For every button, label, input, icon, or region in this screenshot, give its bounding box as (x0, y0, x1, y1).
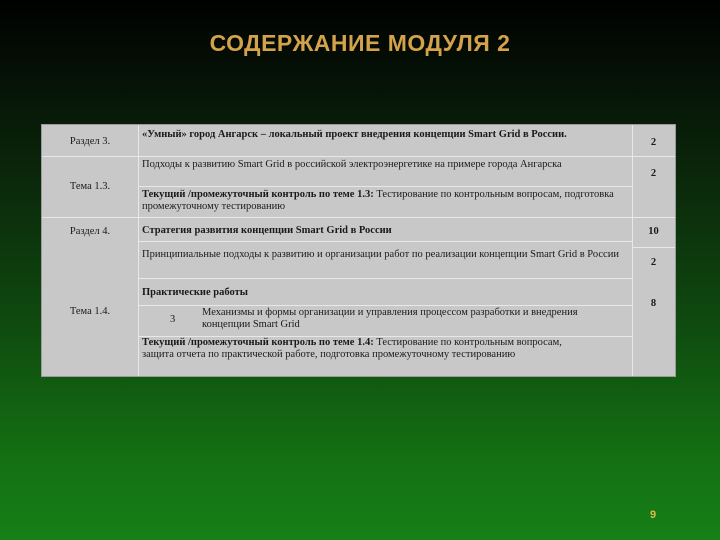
control-label: Текущий /промежуточный контроль по теме 1.4: (142, 337, 374, 348)
hours-value: 8 (650, 298, 657, 309)
section4-title: Стратегия развития концепции Smart Grid в России (142, 225, 392, 236)
hours-value: 2 (650, 137, 657, 148)
practical-work-number: 3 (170, 314, 176, 325)
topic14-control (142, 337, 582, 361)
section-label-razdel4: Раздел 4. (69, 226, 111, 237)
control-text: Тестирование по контрольным вопросам, подготовка промежуточному тестированию (142, 189, 614, 212)
section-label-razdel3: Раздел 3. (69, 136, 111, 147)
page-number: 9 (650, 509, 657, 521)
control-text: Тестирование по контрольным вопросам, защита отчета по практической работе, подготовка промежуточному тестированию (142, 337, 562, 360)
control-label: Текущий /промежуточный контроль по теме 1.3: (142, 189, 374, 200)
topic-label-tema13: Тема 1.3. (69, 181, 111, 192)
module-content-table (41, 124, 676, 377)
hours-column (632, 125, 675, 376)
topic13-description: Подходы к развитию Smart Grid в российской электроэнергетике на примере города Ангарска (142, 159, 562, 170)
section-column (42, 125, 139, 376)
content-column (138, 125, 633, 376)
practical-works-heading: Практические работы (142, 287, 248, 298)
practical-work-description: Механизмы и формы организации и управления процессом разработки и внедрения концепции Smart Grid (202, 307, 578, 330)
hours-value: 2 (650, 257, 657, 268)
hours-value: 2 (650, 168, 657, 179)
topic13-control (142, 189, 626, 213)
topic14-description: Принципиальные подходы к развитию и организации работ по реализации концепции Smart Grid в России (142, 249, 619, 260)
hours-value: 10 (648, 226, 659, 237)
slide-title: СОДЕРЖАНИЕ МОДУЛЯ 2 (209, 30, 511, 56)
section3-title: «Умный» город Ангарск – локальный проект внедрения концепции Smart Grid в России. (142, 129, 567, 140)
topic-label-tema14: Тема 1.4. (69, 306, 111, 317)
